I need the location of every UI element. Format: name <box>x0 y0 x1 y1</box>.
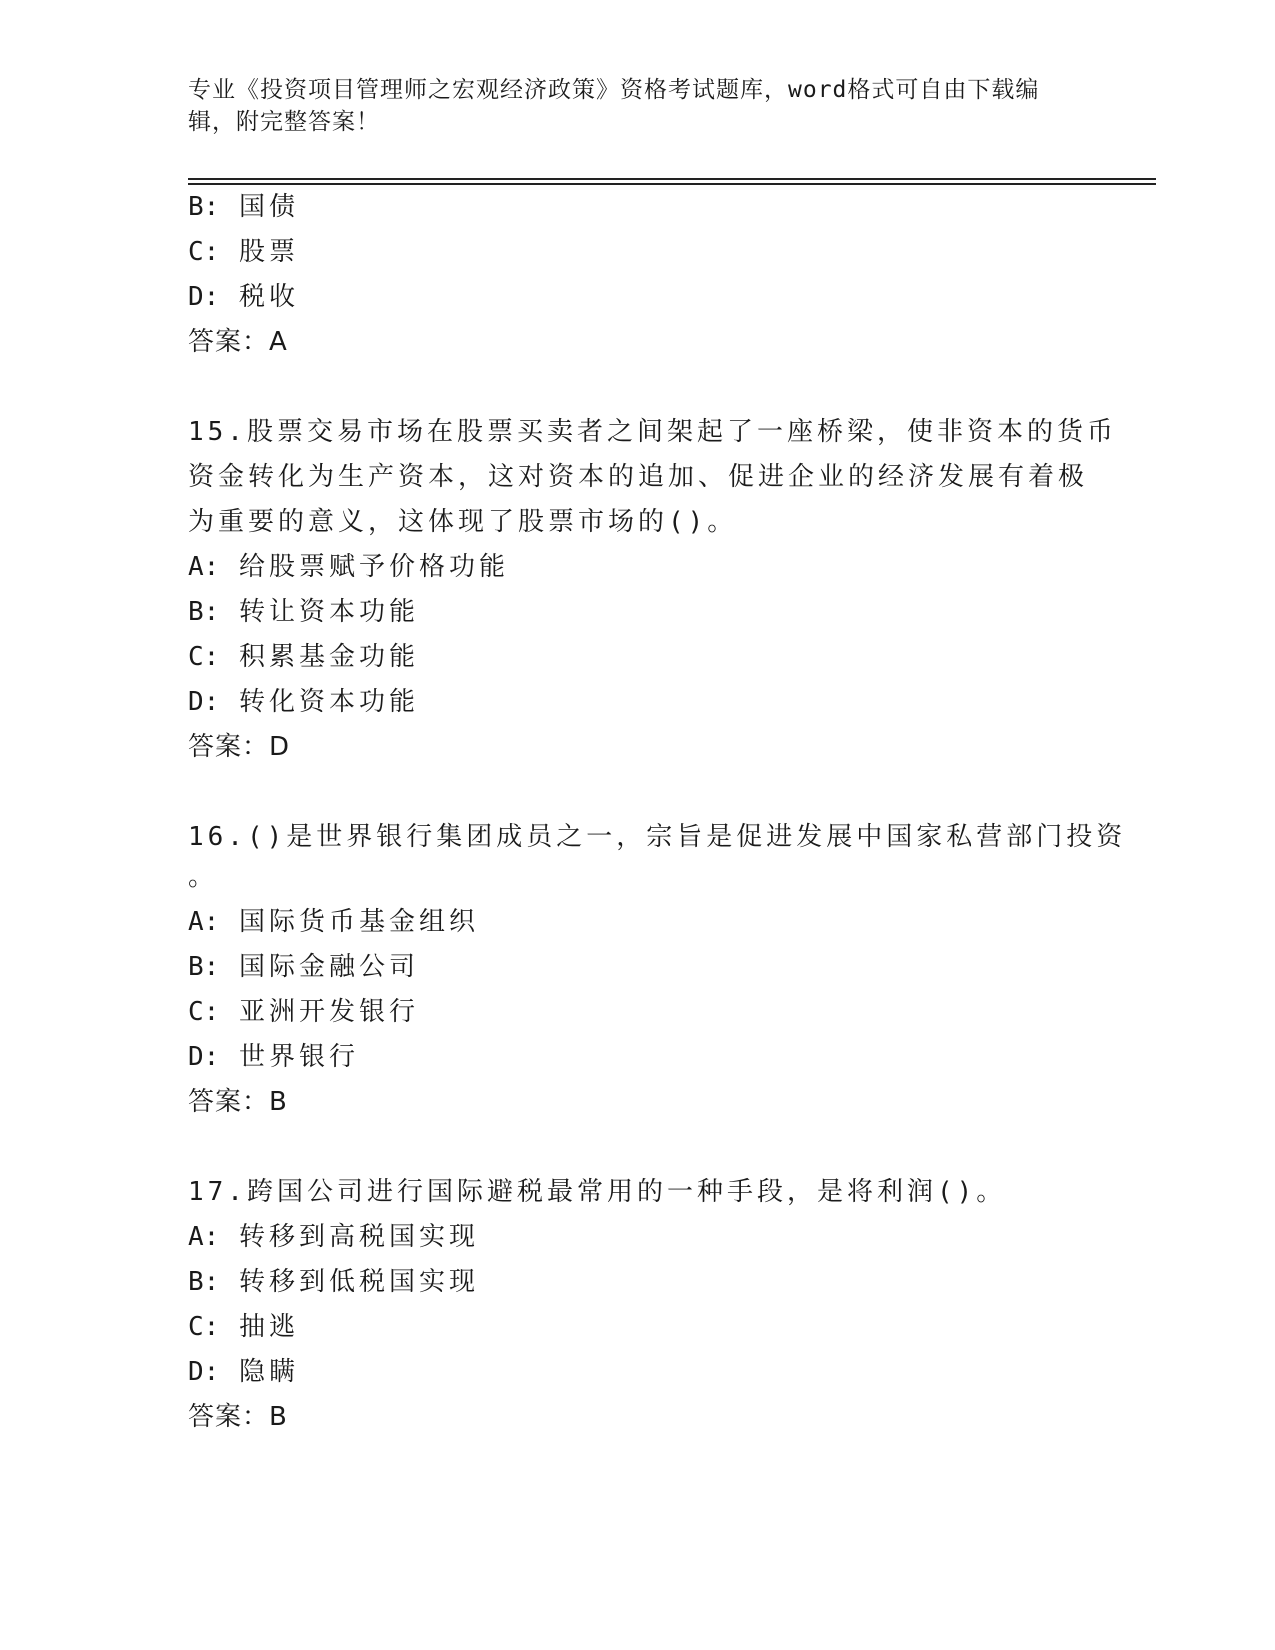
option-line <box>188 640 419 674</box>
option-line <box>188 190 299 224</box>
option-letter: B: <box>188 597 220 627</box>
option-line <box>188 1220 479 1254</box>
option-text: 转化资本功能 <box>238 687 419 717</box>
option-letter: B: <box>188 192 220 222</box>
option-text: 给股票赋予价格功能 <box>238 552 509 582</box>
option-letter: C: <box>188 642 220 672</box>
document-header <box>188 74 1068 138</box>
header-divider-top <box>188 178 1156 180</box>
answer-line: 答案：A <box>188 327 288 357</box>
option-letter: D: <box>188 687 220 717</box>
option-text: 转移到低税国实现 <box>238 1267 479 1297</box>
option-letter: C: <box>188 997 220 1027</box>
header-line-2: 辑，附完整答案！ <box>188 109 380 135</box>
option-letter: A: <box>188 552 220 582</box>
option-line <box>188 1355 299 1389</box>
option-text: 国际金融公司 <box>238 952 419 982</box>
option-text: 转移到高税国实现 <box>238 1222 479 1252</box>
option-line <box>188 280 299 314</box>
option-line <box>188 550 509 584</box>
option-text: 世界银行 <box>238 1042 359 1072</box>
option-text: 国债 <box>238 192 299 222</box>
option-line <box>188 595 419 629</box>
option-letter: A: <box>188 1222 220 1252</box>
option-line <box>188 685 419 719</box>
option-text: 隐瞒 <box>238 1357 299 1387</box>
question-stem-line: 为重要的意义，这体现了股票市场的()。 <box>188 507 738 537</box>
option-letter: D: <box>188 1357 220 1387</box>
option-letter: D: <box>188 1042 220 1072</box>
question-stem-line: 。 <box>188 862 219 892</box>
question-stem-line: 15.股票交易市场在股票买卖者之间架起了一座桥梁，使非资本的货币 <box>188 417 1117 447</box>
option-line <box>188 905 479 939</box>
option-text: 股票 <box>238 237 299 267</box>
header-divider-bottom <box>188 183 1156 185</box>
option-letter: B: <box>188 952 220 982</box>
answer-line: 答案：B <box>188 1087 288 1117</box>
question-stem-line: 17.跨国公司进行国际避税最常用的一种手段，是将利润()。 <box>188 1177 1007 1207</box>
question-stem-line: 资金转化为生产资本，这对资本的追加、促进企业的经济发展有着极 <box>188 462 1089 492</box>
option-line <box>188 1040 359 1074</box>
option-line <box>188 950 419 984</box>
option-letter: B: <box>188 1267 220 1297</box>
header-line-1: 专业《投资项目管理师之宏观经济政策》资格考试题库，word格式可自由下载编 <box>188 77 1040 103</box>
option-letter: C: <box>188 237 220 267</box>
option-line <box>188 1265 479 1299</box>
answer-line: 答案：D <box>188 732 291 762</box>
option-letter: D: <box>188 282 220 312</box>
option-text: 税收 <box>238 282 299 312</box>
option-letter: C: <box>188 1312 220 1342</box>
option-text: 积累基金功能 <box>238 642 419 672</box>
option-text: 转让资本功能 <box>238 597 419 627</box>
option-text: 抽逃 <box>238 1312 299 1342</box>
option-line <box>188 1310 299 1344</box>
option-text: 亚洲开发银行 <box>238 997 419 1027</box>
option-letter: A: <box>188 907 220 937</box>
question-stem-line: 16.()是世界银行集团成员之一，宗旨是促进发展中国家私营部门投资 <box>188 822 1127 852</box>
answer-line: 答案：B <box>188 1402 288 1432</box>
option-line <box>188 995 419 1029</box>
option-line <box>188 235 299 269</box>
option-text: 国际货币基金组织 <box>238 907 479 937</box>
